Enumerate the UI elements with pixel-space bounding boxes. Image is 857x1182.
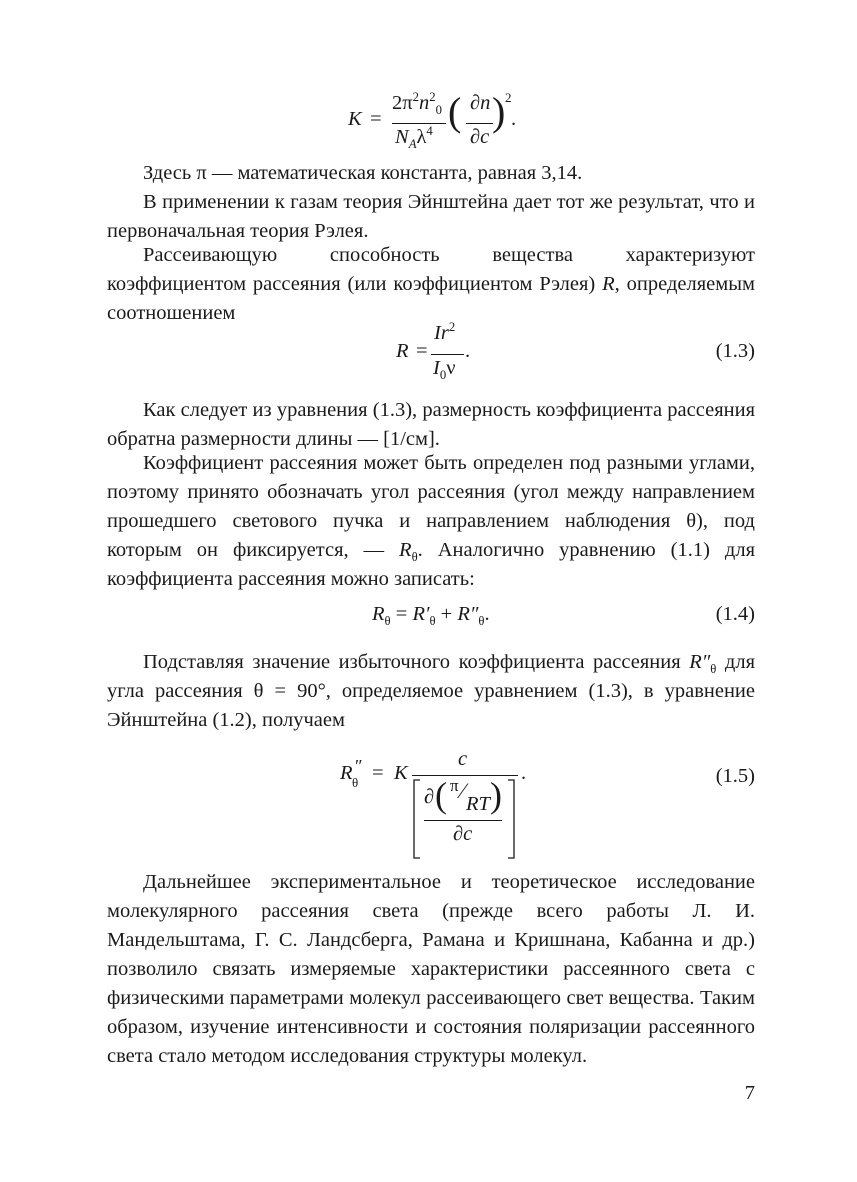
- eq13-eq: =: [416, 340, 428, 362]
- eq13-denominator: $I_0\nu$: [433, 357, 456, 383]
- equation-1-4: $R_\theta = R'_\theta + R''_\theta$.: [372, 603, 490, 629]
- eq15-left-paren: (: [435, 775, 447, 815]
- k-outer-power: 2: [505, 90, 512, 105]
- k-eq: =: [370, 108, 382, 130]
- k-derivative-bar: [466, 123, 493, 124]
- eq15-numerator: c: [458, 748, 468, 770]
- paragraph-6: Подставляя значение избыточного коэффициента рассеяния $R''_\theta$ для угла рассеяния θ = 90°, определяемое уравнением (1.3), в уравнение Эйнштейна (1.2), получаем: [107, 651, 755, 731]
- eq15-lhs: R: [340, 762, 353, 784]
- eq15-pi: π: [450, 776, 459, 795]
- eq13-fraction-bar: [431, 354, 464, 355]
- eq15-lhs-sub: θ: [352, 775, 359, 790]
- eq15-main-bar: [412, 775, 518, 776]
- eq15-inner-bar: [424, 820, 502, 821]
- eq15-number: (1.5): [715, 765, 755, 787]
- k-right-paren: ): [492, 89, 506, 134]
- eq15-partial: ∂: [424, 786, 435, 808]
- eq15-slash: ⁄: [461, 778, 465, 803]
- paragraph-3: Рассеивающую способность вещества характеризуют коэффициентом рассеяния (или коэффициентом Рэлея) R, определяемым соотношением: [107, 244, 755, 324]
- eq15-lhs-prime: ″: [355, 756, 363, 776]
- k-numerator: $2\pi^2n^2_0$: [392, 90, 442, 118]
- eq15-period: .: [521, 762, 527, 784]
- paragraph-5: Коэффициент рассеяния может быть определен под разными углами, поэтому принято обозначать угол рассеяния (угол между направлением прошедшего светового пучка и направлением наблюдения θ), под которым он фиксируется, — $R_\theta$. Аналогично уравнению (1.1) для коэффициента рассеяния можно записать:: [107, 452, 756, 590]
- eq15-eq: =: [372, 762, 384, 784]
- eq15-dc: ∂c: [453, 823, 473, 845]
- paragraph-7: Дальнейшее экспериментальное и теоретическое исследование молекулярного рассеяния света (прежде всего работы Л. И. Мандельштама, Г. С. Ландсберга, Рамана и Кришнана, Кабанна и др.) позволило связать измеряемые характеристики рассеянного света с физическими параметрами молекул рассеивающего свет вещества. Таким образом, изучение интенсивности и состояния поляризации рассеянного света стало методом исследования структуры молекул.: [107, 871, 755, 1067]
- eq13-period: .: [465, 340, 471, 362]
- k-lhs: K: [348, 108, 362, 130]
- eq15-right-paren: ): [490, 775, 502, 815]
- eq15-rt: RT: [466, 793, 490, 815]
- eq13-numerator: Ir$^2$: [434, 320, 456, 344]
- page-number: 7: [744, 1082, 755, 1104]
- k-dc: ∂c: [470, 126, 490, 148]
- eq13-number: (1.3): [715, 340, 755, 362]
- k-period: .: [511, 108, 517, 130]
- k-denominator: $N_A\lambda^4$: [395, 124, 433, 152]
- eq14-number: (1.4): [715, 603, 755, 625]
- eq15-k: K: [394, 762, 408, 784]
- k-fraction-bar: [392, 123, 446, 124]
- paragraph-2: В применении к газам теория Эйнштейна дает тот же результат, что и первоначальная теория Рэлея.: [107, 191, 755, 242]
- eq13-lhs: R: [396, 340, 409, 362]
- k-dn: ∂n: [470, 92, 491, 114]
- k-left-paren: (: [448, 89, 462, 134]
- paragraph-4: Как следует из уравнения (1.3), размерность коэффициента рассеяния обратна размерности длины — [1/см].: [107, 399, 755, 450]
- paragraph-1: Здесь π — математическая константа, равная 3,14.: [143, 162, 583, 184]
